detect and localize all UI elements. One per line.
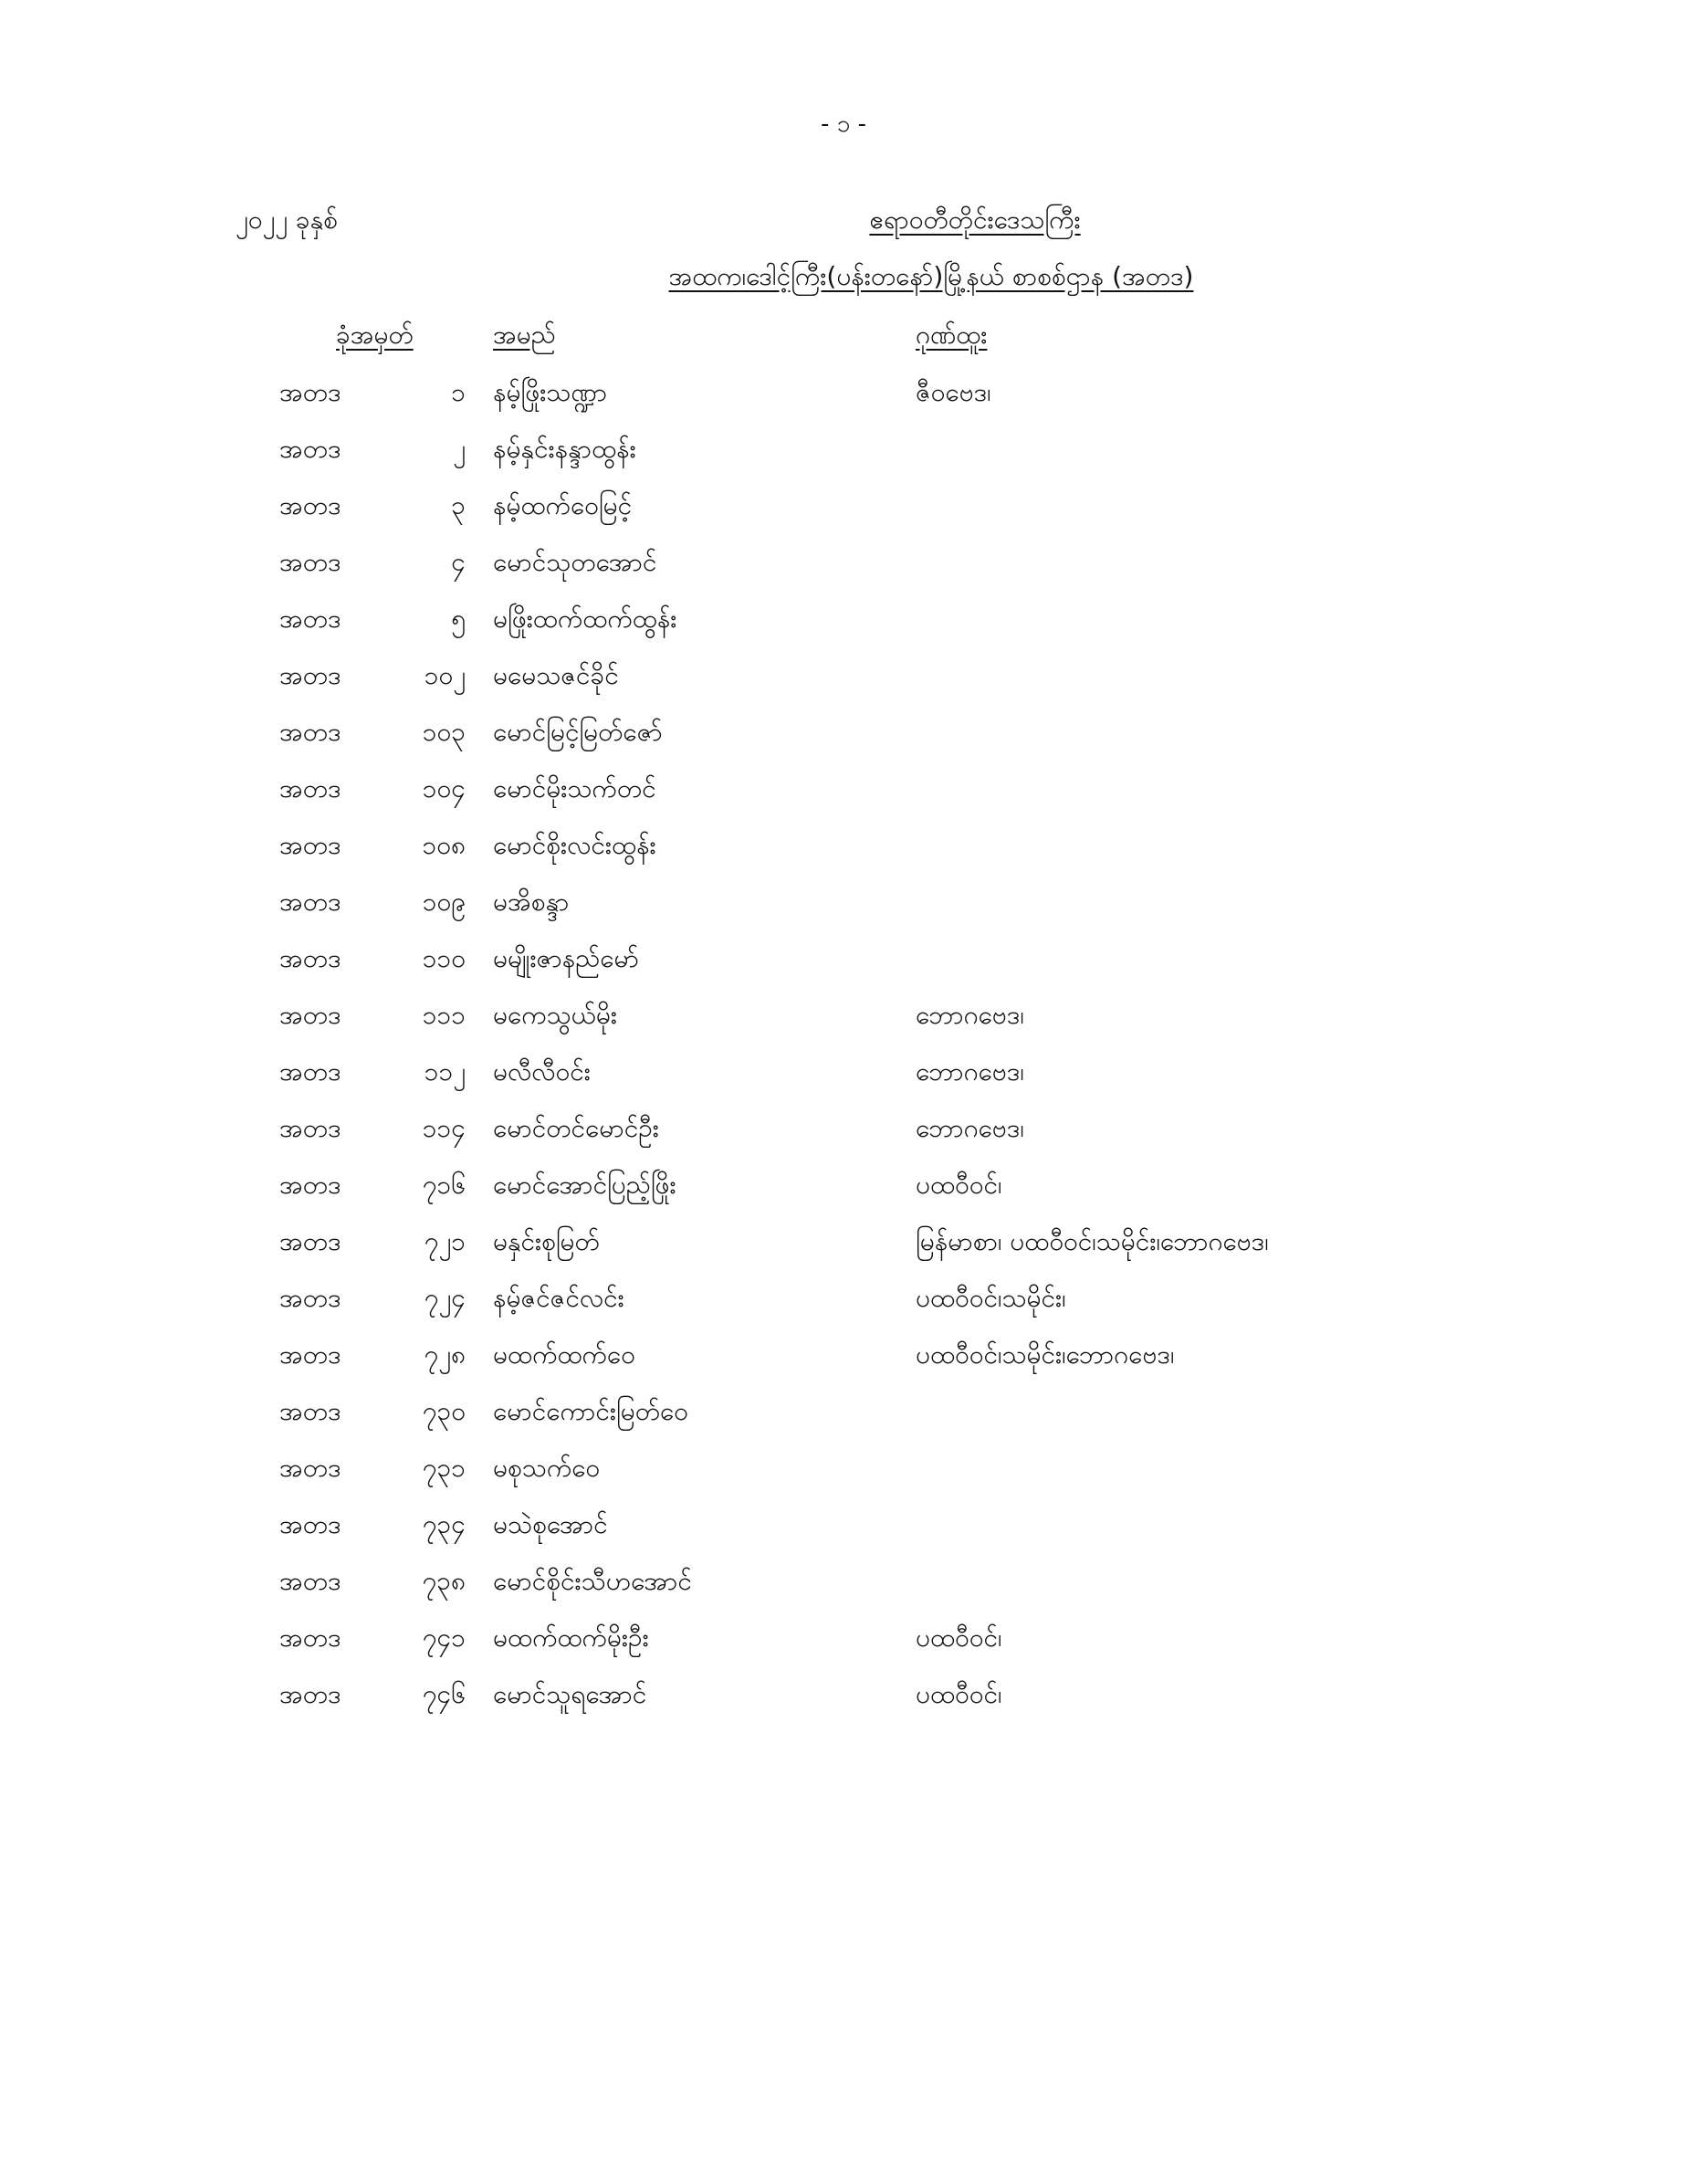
- roll-prefix: အတဒ: [279, 887, 341, 917]
- roll-number: ၁၁၁: [422, 1000, 466, 1030]
- student-name: မထက်ထက်ဝေ: [493, 1339, 635, 1370]
- distinction: ပထဝီဝင်၊: [916, 1679, 1002, 1709]
- roll-prefix: အတဒ: [279, 1283, 341, 1313]
- table-row: [0, 1223, 1687, 1280]
- roll-number: ၁၀၂: [424, 660, 466, 690]
- student-name: မောင်တင်မောင်ဦး: [493, 1113, 659, 1143]
- table-row: [0, 1620, 1687, 1676]
- student-name: မမျိုးဇာနည်မော်: [493, 943, 639, 973]
- roll-prefix: အတဒ: [279, 377, 341, 407]
- table-row: [0, 1393, 1687, 1450]
- results-table: [0, 374, 1687, 1733]
- roll-prefix: အတဒ: [279, 1396, 341, 1426]
- roll-number: ၇၂၈: [424, 1339, 466, 1370]
- table-row: [0, 1450, 1687, 1507]
- table-row: [0, 771, 1687, 827]
- student-name: မထက်ထက်မိုးဦး: [493, 1622, 649, 1653]
- table-row: [0, 657, 1687, 714]
- distinction: ဘောဂဗေဒ၊: [916, 1056, 1024, 1087]
- distinction: ပထဝီဝင်၊သမိုင်း၊: [916, 1283, 1066, 1313]
- roll-number: ၅: [451, 604, 466, 634]
- student-name: နမ့်နှင်းနန္ဒာထွန်း: [493, 434, 636, 464]
- student-name: မောင်စိုးလင်းထွန်း: [493, 830, 656, 860]
- roll-prefix: အတဒ: [279, 434, 341, 464]
- roll-number: ၃: [451, 490, 466, 520]
- student-name: မောင်ကောင်းမြတ်ဝေ: [493, 1396, 688, 1426]
- table-row: [0, 1110, 1687, 1167]
- table-row: [0, 544, 1687, 601]
- roll-number: ၇၃၀: [422, 1396, 466, 1426]
- distinction: ဇီဝဗေဒ၊: [916, 377, 991, 407]
- student-name: မလီလီဝင်း: [493, 1056, 591, 1087]
- distinction: ပထဝီဝင်၊: [916, 1170, 1002, 1200]
- student-name: မအိစန္ဒာ: [493, 887, 570, 917]
- distinction: ဘောဂဗေဒ၊: [916, 1113, 1024, 1143]
- roll-prefix: အတဒ: [279, 943, 341, 973]
- student-name: နမ့်ဇင်ဇင်လင်း: [493, 1283, 624, 1313]
- roll-number: ၇၂၁: [424, 1226, 466, 1256]
- student-name: မကေသွယ်မိုး: [493, 1000, 617, 1030]
- table-row: [0, 827, 1687, 884]
- roll-prefix: အတဒ: [279, 1226, 341, 1256]
- distinction: ပထဝီဝင်၊: [916, 1622, 1002, 1653]
- student-name: မနှင်းစုမြတ်: [493, 1226, 600, 1256]
- student-name: မသဲစုအောင်: [493, 1509, 608, 1539]
- roll-number: ၇၃၄: [422, 1509, 466, 1539]
- roll-prefix: အတဒ: [279, 1113, 341, 1143]
- roll-prefix: အတဒ: [279, 717, 341, 747]
- table-row: [0, 1167, 1687, 1223]
- column-header-name: အမည်: [493, 320, 556, 350]
- roll-prefix: အတဒ: [279, 547, 341, 577]
- student-name: နမ့်ဖြိုးသဏ္ဍာ: [493, 377, 608, 407]
- table-row: [0, 1280, 1687, 1337]
- column-header-distinction: ဂုဏ်ထူး: [916, 320, 988, 350]
- student-name: မမေသဇင်ခိုင်: [493, 660, 619, 690]
- table-row: [0, 431, 1687, 488]
- region-title: ဧရာဝတီတိုင်းဒေသကြီး: [869, 205, 1081, 235]
- roll-number: ၇၃၈: [422, 1566, 466, 1596]
- student-name: မောင်မိုးသက်တင်: [493, 773, 656, 803]
- roll-prefix: အတဒ: [279, 1622, 341, 1653]
- exam-center-title: အထက၊ဒေါင့်ကြီး(ပန်းတနော်)မြို့နယ် စာစစ်ဌာန (အတဒ): [668, 261, 1194, 291]
- roll-number: ၂: [453, 434, 466, 464]
- distinction: ပထဝီဝင်၊သမိုင်း၊ဘောဂဗေဒ၊: [916, 1339, 1175, 1370]
- roll-prefix: အတဒ: [279, 1566, 341, 1596]
- roll-number: ၇၂၄: [424, 1283, 466, 1313]
- roll-prefix: အတဒ: [279, 660, 341, 690]
- student-name: နမ့်ထက်ဝေမြင့်: [493, 490, 633, 520]
- student-name: မဖြိုးထက်ထက်ထွန်း: [493, 604, 677, 634]
- roll-number: ၄: [451, 547, 466, 577]
- roll-prefix: အတဒ: [279, 1453, 341, 1483]
- table-row: [0, 884, 1687, 940]
- roll-number: ၁၁၄: [422, 1113, 466, 1143]
- table-row: [0, 714, 1687, 771]
- roll-prefix: အတဒ: [279, 773, 341, 803]
- table-row: [0, 997, 1687, 1054]
- roll-number: ၇၄၁: [422, 1622, 466, 1653]
- column-header-roll-number: ခုံအမှတ်: [336, 320, 414, 350]
- table-row: [0, 1676, 1687, 1733]
- table-row: [0, 1563, 1687, 1620]
- roll-number: ၁၀၃: [422, 717, 466, 747]
- roll-prefix: အတဒ: [279, 1679, 341, 1709]
- roll-prefix: အတဒ: [279, 604, 341, 634]
- roll-number: ၁: [451, 377, 466, 407]
- table-row: [0, 488, 1687, 544]
- roll-number: ၁၀၄: [422, 773, 466, 803]
- page-number: - ၁ -: [821, 110, 866, 138]
- roll-number: ၁၁၂: [424, 1056, 466, 1087]
- roll-prefix: အတဒ: [279, 1056, 341, 1087]
- table-row: [0, 1507, 1687, 1563]
- table-row: [0, 1337, 1687, 1393]
- student-name: မောင်မြင့်မြတ်ဇော်: [493, 717, 663, 747]
- student-name: မောင်သူရအောင်: [493, 1679, 647, 1709]
- roll-prefix: အတဒ: [279, 1339, 341, 1370]
- roll-prefix: အတဒ: [279, 490, 341, 520]
- roll-number: ၁၁၀: [422, 943, 466, 973]
- exam-year: ၂၀၂၂ ခုနှစ်: [236, 205, 338, 235]
- student-name: မောင်သုတအောင်: [493, 547, 657, 577]
- roll-number: ၁၀၉: [422, 887, 466, 917]
- roll-number: ၇၃၁: [422, 1453, 466, 1483]
- roll-prefix: အတဒ: [279, 1509, 341, 1539]
- student-name: မောင်စိုင်းသီဟအောင်: [493, 1566, 692, 1596]
- student-name: မောင်အောင်ပြည့်ဖြိုး: [493, 1170, 676, 1200]
- roll-prefix: အတဒ: [279, 1000, 341, 1030]
- roll-number: ၇၄၆: [422, 1679, 466, 1709]
- student-name: မစုသက်ဝေ: [493, 1453, 601, 1483]
- roll-number: ၁၀၈: [422, 830, 466, 860]
- table-row: [0, 940, 1687, 997]
- distinction: မြန်မာစာ၊ ပထဝီဝင်၊သမိုင်း၊ဘောဂဗေဒ၊: [916, 1226, 1269, 1256]
- distinction: ဘောဂဗေဒ၊: [916, 1000, 1024, 1030]
- roll-number: ၇၁၆: [422, 1170, 466, 1200]
- table-row: [0, 601, 1687, 657]
- roll-prefix: အတဒ: [279, 830, 341, 860]
- table-row: [0, 374, 1687, 431]
- roll-prefix: အတဒ: [279, 1170, 341, 1200]
- table-row: [0, 1054, 1687, 1110]
